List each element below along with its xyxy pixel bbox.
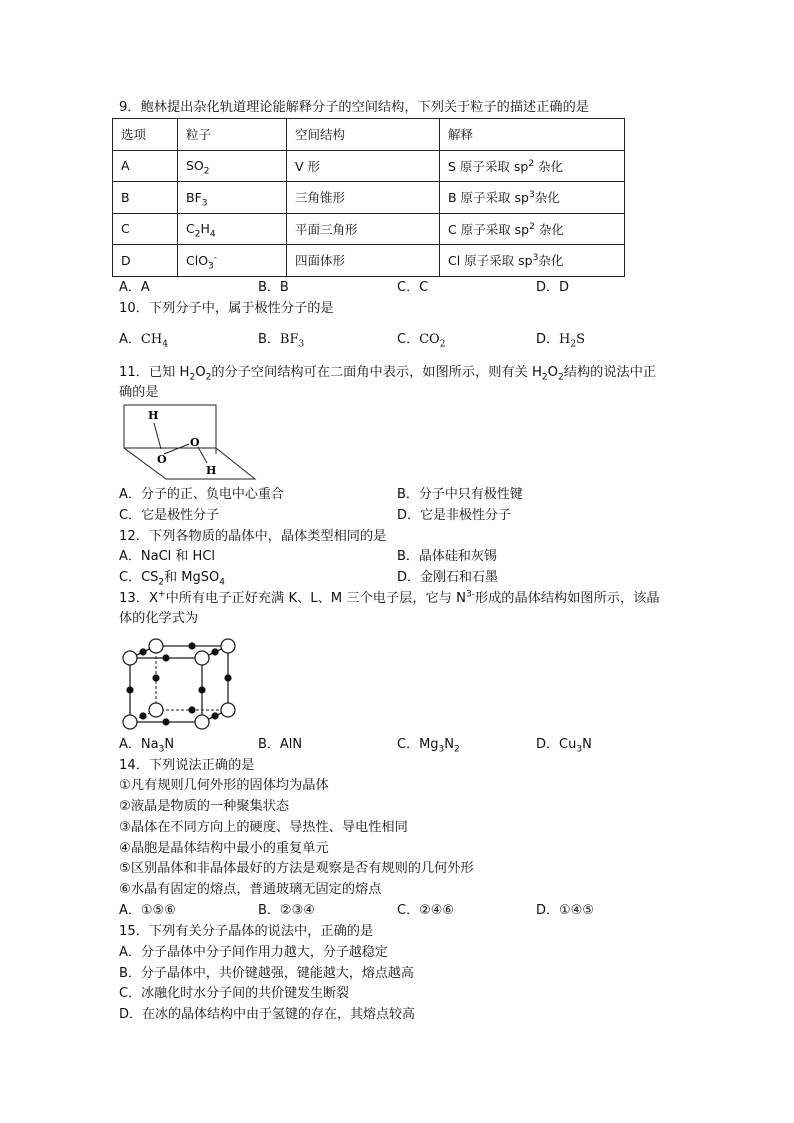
q10-option-b[interactable]: B．$BF_3$ bbox=[258, 332, 305, 350]
q9-stem: 9．鲍林提出杂化轨道理论能解释分子的空间结构，下列关于粒子的描述正确的是 bbox=[119, 100, 589, 115]
h2o2-dihedral-figure bbox=[118, 402, 260, 482]
q15-option-b[interactable]: B．分子晶体中，共价键越强，键能越大，熔点越高 bbox=[119, 966, 414, 981]
q15-option-c[interactable]: C．冰融化时水分子间的共价键发生断裂 bbox=[119, 986, 350, 1001]
q15-option-a[interactable]: A．分子晶体中分子间作用力越大，分子越稳定 bbox=[119, 945, 388, 960]
table-cell: 三角锥形 bbox=[287, 182, 440, 214]
q9-option-c[interactable]: C．C bbox=[397, 280, 429, 295]
q14-statement: ⑥水晶有固定的熔点，普通玻璃无固定的熔点 bbox=[119, 882, 382, 897]
atom-o-upper: O bbox=[190, 436, 200, 449]
table-cell: C 原子采取 $sp^2$ 杂化 bbox=[440, 213, 625, 245]
q11-option-b[interactable]: B．分子中只有极性键 bbox=[397, 487, 523, 502]
q14-statement: ②液晶是物质的一种聚集状态 bbox=[119, 799, 290, 814]
q10-option-a[interactable]: A．$CH_4$ bbox=[119, 332, 168, 350]
q14-option-b[interactable]: B．②③④ bbox=[258, 903, 315, 918]
lower-plane bbox=[124, 448, 255, 479]
q13-stem-line2: 体的化学式为 bbox=[119, 611, 199, 626]
table-row bbox=[113, 213, 625, 245]
table-row bbox=[113, 150, 625, 182]
q13-option-d[interactable]: D．$Cu_3N$ bbox=[536, 737, 592, 755]
q13-option-a[interactable]: A．$Na_3N$ bbox=[119, 737, 175, 755]
q14-statement: ③晶体在不同方向上的硬度、导热性、导电性相同 bbox=[119, 820, 408, 835]
table-row bbox=[113, 245, 625, 277]
table-header-cell: 解释 bbox=[440, 119, 625, 151]
crystal-cell-figure bbox=[120, 634, 242, 730]
table-cell: 四面体形 bbox=[287, 245, 440, 277]
q14-option-c[interactable]: C．②④⑥ bbox=[397, 903, 455, 918]
atom-h-upper: H bbox=[148, 409, 159, 422]
table-cell: S 原子采取 $sp^2$ 杂化 bbox=[440, 150, 625, 182]
q13-option-b[interactable]: B．AlN bbox=[258, 737, 303, 752]
q11-option-c[interactable]: C．它是极性分子 bbox=[119, 508, 220, 523]
q12-option-b[interactable]: B．晶体硅和灰锡 bbox=[397, 549, 497, 564]
q14-statement: ④晶胞是晶体结构中最小的重复单元 bbox=[119, 841, 329, 856]
o-o-bond bbox=[164, 444, 189, 454]
table-cell: A bbox=[113, 150, 178, 182]
upper-plane bbox=[124, 405, 216, 454]
q14-option-d[interactable]: D．①④⑤ bbox=[536, 903, 594, 918]
q9-table bbox=[112, 118, 625, 277]
q11-stem-line2: 确的是 bbox=[119, 385, 159, 400]
q12-option-a[interactable]: A．NaCl 和 HCl bbox=[119, 549, 216, 564]
q13-option-c[interactable]: C．$Mg_3N_2$ bbox=[397, 737, 460, 755]
q10-option-d[interactable]: D．$H_2S$ bbox=[536, 332, 585, 350]
o-h-bond-2 bbox=[198, 447, 207, 463]
q14-stem: 14．下列说法正确的是 bbox=[119, 758, 255, 773]
q9-option-d[interactable]: D．D bbox=[536, 280, 570, 295]
table-header-cell: 选项 bbox=[113, 119, 178, 151]
q9-option-a[interactable]: A．A bbox=[119, 280, 150, 295]
q9-option-b[interactable]: B．B bbox=[258, 280, 289, 295]
q11-option-d[interactable]: D．它是非极性分子 bbox=[397, 508, 512, 523]
q15-stem: 15．下列有关分子晶体的说法中，正确的是 bbox=[119, 924, 374, 939]
q15-option-d[interactable]: D．在冰的晶体结构中由于氢键的存在，其熔点较高 bbox=[119, 1007, 416, 1022]
table-cell: B 原子采取 $sp^3$杂化 bbox=[440, 182, 625, 214]
table-cell: $C_2H_4$ bbox=[178, 213, 287, 245]
q12-option-d[interactable]: D．金刚石和石墨 bbox=[397, 570, 499, 585]
table-header-row bbox=[113, 119, 625, 151]
table-cell: $SO_2$ bbox=[178, 150, 287, 182]
q12-stem: 12．下列各物质的晶体中，晶体类型相同的是 bbox=[119, 529, 387, 544]
table-cell: D bbox=[113, 245, 178, 277]
table-cell: 平面三角形 bbox=[287, 213, 440, 245]
q13-stem: 13．X+中所有电子正好充满 K、L、M 三个电子层，它与 $N^{3-}$形成的晶体结构如图所示，该晶 bbox=[119, 589, 660, 606]
table-cell: C bbox=[113, 213, 178, 245]
table-header-cell: 空间结构 bbox=[287, 119, 440, 151]
q11-option-a[interactable]: A．分子的正、负电中心重合 bbox=[119, 487, 284, 502]
table-header-cell: 粒子 bbox=[178, 119, 287, 151]
q10-option-c[interactable]: C．$CO_2$ bbox=[397, 332, 446, 350]
atom-o-lower: O bbox=[157, 453, 167, 466]
atom-h-lower: H bbox=[206, 464, 217, 477]
upper-plane-edge bbox=[124, 405, 216, 448]
q10-stem: 10．下列分子中，属于极性分子的是 bbox=[119, 301, 334, 316]
table-cell: $BF_3$ bbox=[178, 182, 287, 214]
q14-statement: ①凡有规则几何外形的固体均为晶体 bbox=[119, 778, 329, 793]
q12-option-c[interactable]: C．$CS_2$和 MgSO$_4$ bbox=[119, 570, 225, 588]
table-cell: B bbox=[113, 182, 178, 214]
o-h-bond-1 bbox=[154, 423, 161, 449]
table-cell: Cl 原子采取 $sp^3$杂化 bbox=[440, 245, 625, 277]
q11-stem: 11．已知 $H_2O_2$的分子空间结构可在二面角中表示，如图所示，则有关 $H_2O_2$结构的说法中正 bbox=[119, 365, 657, 383]
table-row bbox=[113, 182, 625, 214]
table-cell: V 形 bbox=[287, 150, 440, 182]
q14-option-a[interactable]: A．①⑤⑥ bbox=[119, 903, 176, 918]
table-cell: ClO$_3$- bbox=[178, 245, 287, 277]
q14-statement: ⑤区别晶体和非晶体最好的方法是观察是否有规则的几何外形 bbox=[119, 861, 474, 876]
